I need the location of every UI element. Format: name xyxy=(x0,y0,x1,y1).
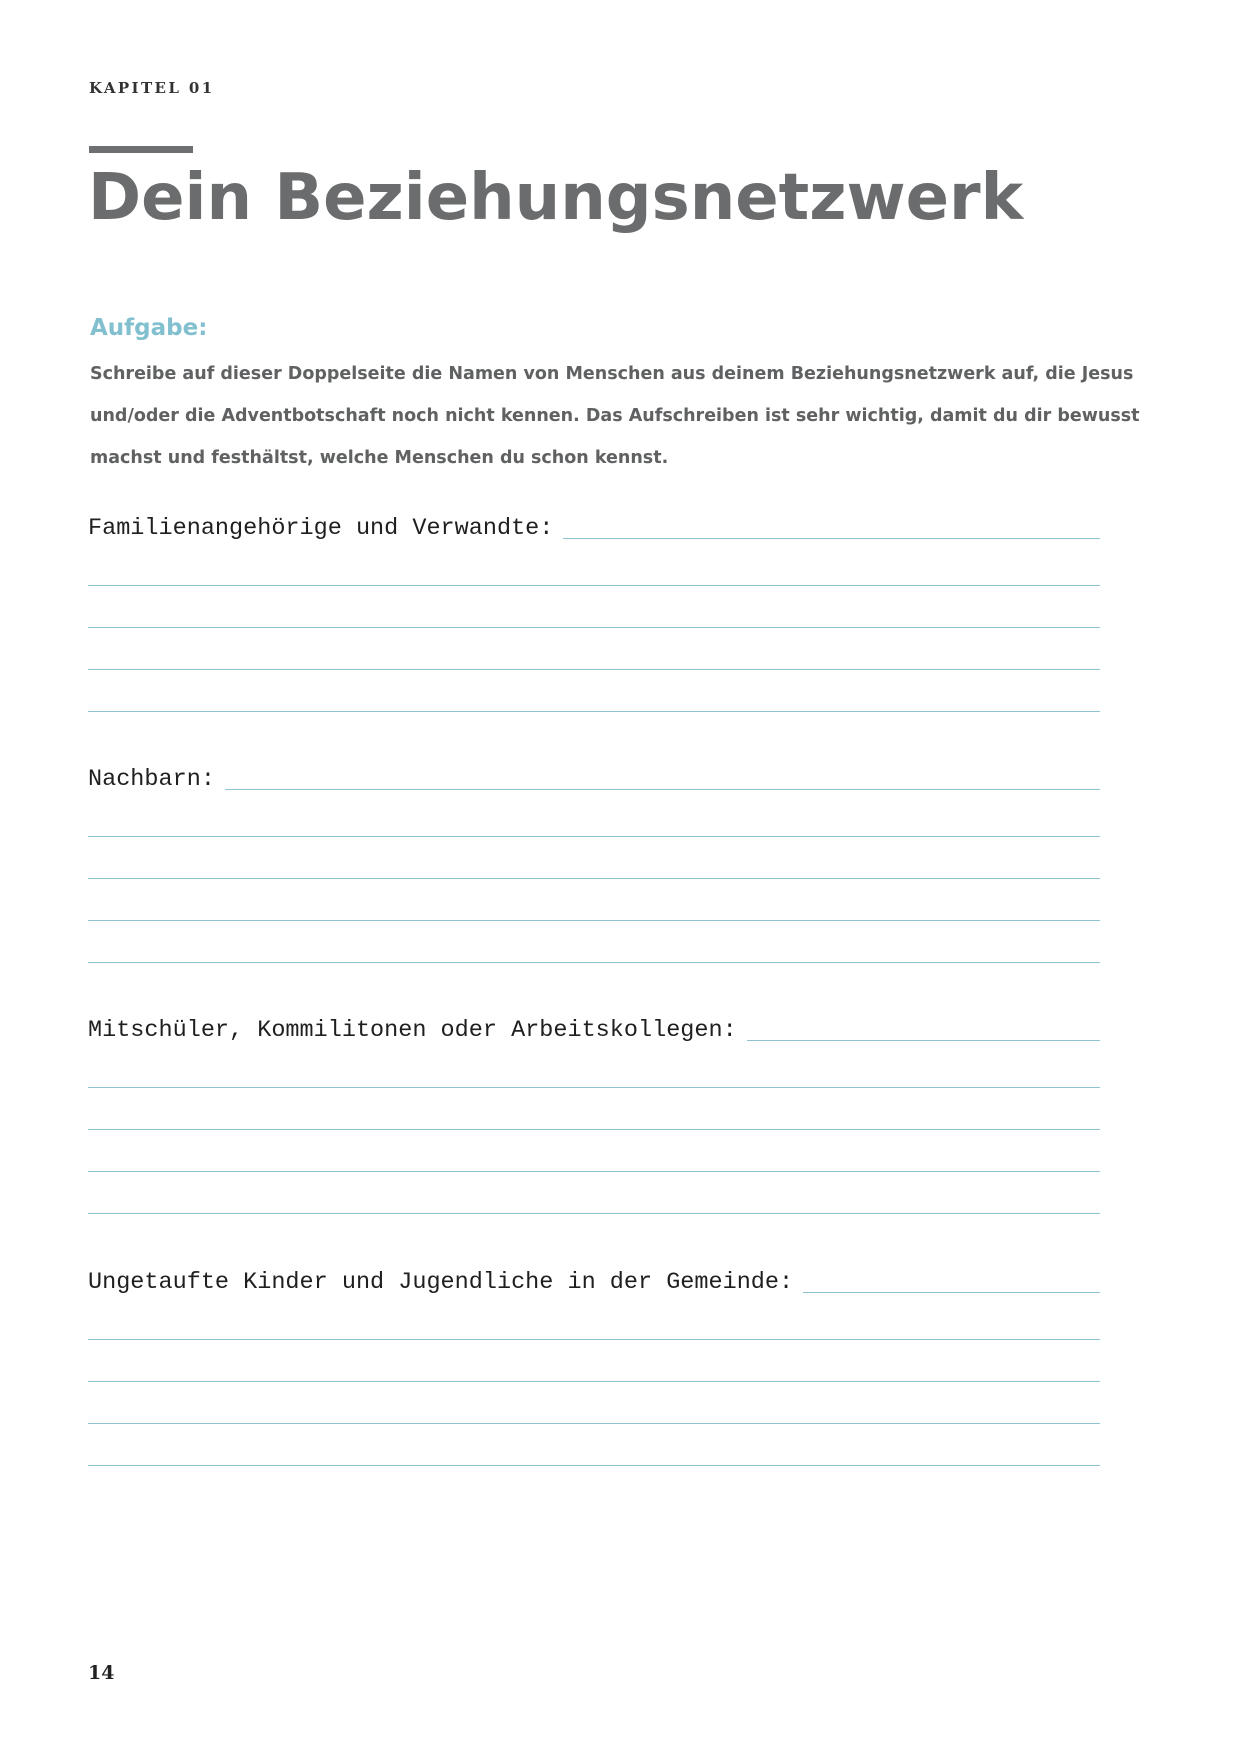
task-text-line: Schreibe auf dieser Doppelseite die Namen von Menschen aus deinem Beziehungsnetzwerk auf, die Jesus xyxy=(90,364,1134,384)
section-header xyxy=(88,1004,1100,1046)
section-label: Familienangehörige und Verwandte: xyxy=(88,514,554,542)
write-line[interactable] xyxy=(88,588,1100,628)
write-line[interactable] xyxy=(88,1300,1100,1340)
section-label: Nachbarn: xyxy=(88,765,215,793)
section-header xyxy=(88,502,1100,544)
task-text-line: und/oder die Adventbotschaft noch nicht kennen. Das Aufschreiben ist sehr wichtig, damit du dir bewusst xyxy=(90,406,1140,426)
write-line[interactable] xyxy=(88,1174,1100,1214)
chapter-label: KAPITEL 01 xyxy=(89,79,215,97)
write-line[interactable] xyxy=(88,672,1100,712)
section-label: Ungetaufte Kinder und Jugendliche in der Gemeinde: xyxy=(88,1268,794,1296)
title-rule xyxy=(89,146,193,153)
write-line[interactable] xyxy=(88,630,1100,670)
task-text xyxy=(90,353,1140,479)
write-line[interactable] xyxy=(88,839,1100,879)
section-label: Mitschüler, Kommilitonen oder Arbeitskollegen: xyxy=(88,1016,737,1044)
write-line[interactable] xyxy=(88,1426,1100,1466)
page-number: 14 xyxy=(88,1662,115,1684)
write-line[interactable] xyxy=(88,1384,1100,1424)
write-line[interactable] xyxy=(88,797,1100,837)
section-header xyxy=(88,1256,1100,1298)
write-line[interactable] xyxy=(803,1292,1100,1293)
section-family xyxy=(88,502,1100,712)
section-neighbors xyxy=(88,753,1100,963)
task-text-line: machst und festhältst, welche Menschen du schon kennst. xyxy=(90,448,669,468)
page-title: Dein Beziehungsnetzwerk xyxy=(88,161,1024,235)
write-line[interactable] xyxy=(88,881,1100,921)
write-line[interactable] xyxy=(88,1342,1100,1382)
section-header xyxy=(88,753,1100,795)
write-line[interactable] xyxy=(563,538,1100,539)
section-children xyxy=(88,1256,1100,1466)
write-line[interactable] xyxy=(88,1090,1100,1130)
write-line[interactable] xyxy=(225,789,1100,790)
write-line[interactable] xyxy=(88,923,1100,963)
section-classmates xyxy=(88,1004,1100,1214)
task-heading: Aufgabe: xyxy=(90,315,208,341)
write-line[interactable] xyxy=(747,1040,1100,1041)
write-line[interactable] xyxy=(88,546,1100,586)
write-line[interactable] xyxy=(88,1048,1100,1088)
write-line[interactable] xyxy=(88,1132,1100,1172)
